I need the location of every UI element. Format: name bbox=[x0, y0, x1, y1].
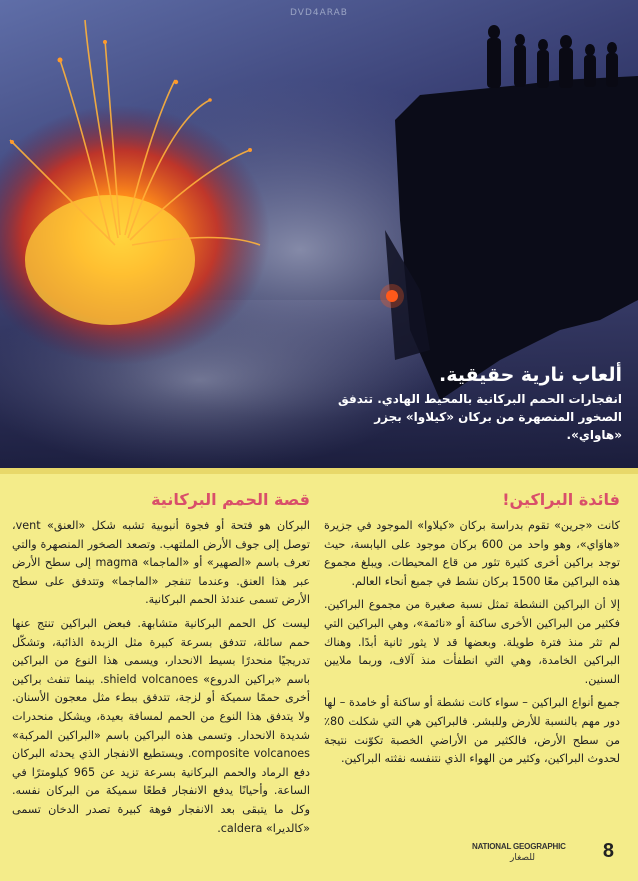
section-heading-lava: قصة الحمم البركانية bbox=[151, 490, 310, 509]
article-column-lava bbox=[12, 490, 310, 843]
paragraph: إلا أن البراكين النشطة تمثل نسبة صغيرة من مجموع البراكين. فكثير من البراكين الأخرى ساكنة أو «نائمة»، وهي البراكين التي لم تثر منذ فترة طويلة. وبعضها قد لا يثور ثانية أبدًا. وهناك البراكين الخامدة، وهي التي انطفأت منذ آلاف، وربما ملايين السنين. bbox=[324, 598, 620, 686]
caption-body: انفجارات الحمم البركانية بالمحيط الهادي. تتدفق الصخور المنصهرة من بركان «كيلاوا» بجزر «هاواي». bbox=[338, 392, 622, 442]
section-heading-benefits: فائدة البراكين! bbox=[502, 490, 620, 509]
paragraph: جميع أنواع البراكين – سواء كانت نشطة أو ساكنة أو خامدة – لها دور مهم بالنسبة للأرض وللبشر. فالبراكين هي التي شكلت 80٪ من سطح الأرض، فالكثير من الأراضي الخصبة تكوّنت نتيجة لحدوث البراكين، وكثير من الهواء الذي نتنفسه نفثته البراكين. bbox=[324, 696, 620, 766]
paragraph: ليست كل الحمم البركانية متشابهة. فبعض البراكين تنتج عنها حمم سائلة، تتدفق بسرعة كبيرة مثل الزبدة الذائبة، وتشكّل تدريجيًا منحدرًا بسيط الانحدار، ويسمى هذا النوع من البراكين باسم «براكين الدروع» shield volcanoes. بينما تنفث براكين أخرى حممًا سميكة أو لزجة، تتدفق ببطء مثل معجون الأسنان. ولا يتدفق هذا النوع من الحمم لمسافة بعيدة، ويشكل منحدرات شديدة الانحدار. وتسمى هذه البراكين باسم «البراكين المركبة» composite volcanoes. ويستطيع الانفجار الذي يحدثه البركان دفع الرماد والحمم البركانية بسرعة تزيد عن 965 كيلومترًا في الساعة. وأحيانًا يدفع الانفجار قطعًا سميكة من البركان نفسه. وكل ما يتبقى بعد الانفجار فوهة كبيرة تصدر الدخان تسمى «كالديرا» caldera. bbox=[12, 616, 311, 835]
publication-logo-arabic: للصغار bbox=[510, 853, 535, 863]
article-column-benefits bbox=[324, 490, 620, 774]
caption-title: ألعاب نارية حقيقية. bbox=[439, 364, 622, 386]
watermark: DVD4ARAB bbox=[290, 8, 348, 18]
publication-logo: NATIONAL GEOGRAPHIC bbox=[472, 842, 566, 851]
paragraph: كانت «جرين» تقوم بدراسة بركان «كيلاوا» الموجود في جزيرة «هاوَاي»، وهو واحد من 600 بركان موجود على اليابسة، حيث توجد براكين أخرى كثيرة تثور من قاع المحيطات. ويبلغ مجموع هذه البراكين معًا 1500 بركان نشط في جميع أنحاء العالم. bbox=[324, 519, 620, 588]
page-footer bbox=[472, 838, 622, 868]
divider-strip bbox=[0, 468, 638, 474]
page-number: 8 bbox=[602, 840, 614, 862]
paragraph: البركان هو فتحة أو فجوة أنبوبية تشبه شكل «العنق» vent، توصل إلى جوف الأرض الملتهب. وتصعد الصخور المنصهرة والتي تعرف باسم «الصهير» أو «الماجما» magma إلى سطح الأرض عبر هذا العنق. وعندما تنفجر «الماجما» وتتدفق على سطح الأرض تسمى عندئذ الحمم البركانية. bbox=[12, 519, 311, 607]
photo-caption bbox=[322, 364, 622, 444]
